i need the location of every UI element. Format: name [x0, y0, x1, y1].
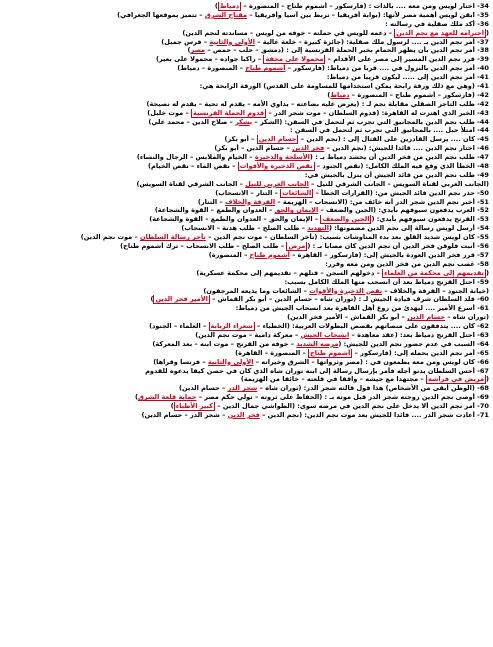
question-line: [4, 260, 489, 269]
question-text-end: – أبو بكر القماش – الأمير فخر الدين): [287, 313, 408, 322]
question-text: غضب نجم الدين من فخر الدين ومن معه وقرر:: [325, 259, 475, 268]
question-text-end: – معركة دامية – موت نجم الدين): [195, 330, 301, 339]
question-line: [4, 349, 489, 358]
question-line: [4, 135, 489, 144]
correct-answer: بشكر: [235, 117, 253, 126]
question-text-end: – التتار – الانسحاب): [215, 188, 281, 197]
question-number: 61-: [477, 304, 489, 313]
correct-answer: أشموم طناح: [245, 64, 286, 73]
question-text: أمر نجم الدين بحمله إلى: (فارسكور –: [352, 348, 475, 357]
question-line: [4, 322, 489, 331]
question-line: [4, 340, 489, 349]
question-line: [4, 91, 489, 100]
correct-answer: محمولا على محفة: [265, 55, 324, 64]
question-text-end: – طلب الصلح – طلب هدنة – الانسحاب): [181, 224, 308, 233]
question-text-end: ): [187, 46, 191, 55]
question-line: [4, 331, 489, 340]
correct-answer: مصر: [190, 46, 206, 55]
question-line: [4, 215, 489, 224]
correct-answer: كبير الأطباء: [175, 402, 213, 411]
question-line: [4, 287, 489, 296]
question-line: [4, 118, 489, 127]
question-number: 37-: [477, 37, 489, 46]
question-line: [4, 38, 489, 47]
question-number: 42-: [477, 90, 489, 99]
question-number: 48-: [477, 162, 489, 171]
question-text: طلب التاجر الصقلي مقابلة نجم لـ : (يعرض عليه بضاعته – يداوي الأمه – يقدم له تحية – يقدم له نصيحة): [146, 99, 475, 108]
question-text: أمر نجم الدين بـ .... لرسول ملك صقلية: (جائزة كبيرة – خلعة غالية –: [254, 37, 475, 46]
question-text: امتلأ جبل .... بالمجانيق التي تجرب ثم لتحمل في السفن :: [289, 126, 475, 135]
question-text: كان لويس ومن معه يطمعون في : (مصر وثرواتها – الشرق وخيراته –: [253, 357, 475, 366]
correct-answer: حسام الدين: [407, 313, 445, 322]
question-text-end: – صلاح الدين – محمد علي): [148, 117, 236, 126]
question-text-end: – خوفه من الفرنج – موت ابنه – بعد المعركة): [152, 339, 297, 348]
question-number: 71-: [477, 410, 489, 419]
question-text: (خيانة الجنود – الفرقة والخلاف –: [382, 286, 489, 295]
question-number: 66-: [477, 357, 489, 366]
question-line: [4, 82, 489, 91]
question-text: قرر نجم الدين المسير إلى مصر على الأقدام –: [325, 55, 475, 64]
question-text-end: ): [214, 2, 218, 10]
question-text: أحس السلطان بدنو أجله فأمر بإرسال رسالة إلى ابنه توران شاه الذي كان في حصن كيفا يدعوه للقدوم: [145, 366, 475, 375]
question-text: الخطأ الذي وقع فيه الملك الكامل: (نقص الجنود –: [314, 162, 475, 171]
question-line: [4, 11, 489, 20]
question-number: 40-: [477, 64, 489, 73]
quiz-page: [4, 2, 489, 643]
question-text-end: – الشائعات وما يذيعه المرجفون): [203, 286, 310, 295]
question-number: 65-: [477, 348, 489, 357]
question-text: الخبر الذي اهتزت له القاهرة: (قدوم السلطان – موت شجر الدر –: [266, 108, 475, 117]
correct-answer: احترامه للعهد مع نجم الدين: [396, 28, 484, 37]
question-text-end: – المنصورة): [208, 250, 250, 259]
question-number: 41-: [477, 73, 489, 82]
question-number: 43-: [477, 108, 489, 117]
question-line: [4, 46, 489, 55]
question-text-end: – العلماء – الجنود): [149, 322, 209, 331]
question-text: أخبر نجم الدين شجر الدر أنه خائف من: (الانسحاب – الهزيمة –: [275, 197, 475, 206]
question-text-end: ): [150, 295, 154, 304]
question-text-end: – الجانب الشرقي لقناة السويس): [136, 179, 246, 188]
question-text: طلب نجم الدين من فخر الدين أن يحشد دمياط بـ : (: [309, 153, 475, 162]
question-text-end: – أبو بكر): [224, 135, 257, 144]
question-text-end: – الإيمان والحق – العدوان والطمع – القوة والشجاعة): [149, 215, 321, 224]
correct-answer: الأسلحة والذخيرة: [254, 153, 310, 162]
question-line: [4, 180, 489, 189]
correct-answer: حسام الدين: [258, 135, 297, 144]
question-text: أكد ملك صقلية في رسالته :: [385, 19, 475, 28]
question-line: [4, 384, 489, 393]
question-text: أمر نجم الدين إلى ..... ليكون قريبا من دمياط:: [326, 73, 475, 82]
question-text: كان لويس شديد القلق بعد بدء المناوشات بسبب: (تأخر السلطان – موت نجم الدين –: [205, 233, 475, 242]
question-text-end: – المنصورة – القاهرة): [235, 348, 309, 357]
correct-answer: حماية قلعة الشرق: [137, 393, 197, 402]
question-line: [4, 206, 489, 215]
question-number: 70-: [477, 402, 489, 411]
question-line: [4, 304, 489, 313]
question-line: [4, 224, 489, 233]
question-text-end: ): [170, 402, 174, 411]
question-text: كان .... يتدفقون على منصاتهم بقصص البطولات العربية: (الخطباء –: [254, 322, 475, 331]
question-line: [4, 269, 489, 278]
correct-answer: نقص الذخيرة والأقوات: [309, 286, 383, 295]
correct-answer: تقديمهم إلى محكمة من العلماء: [384, 268, 484, 277]
question-number: 64-: [477, 339, 489, 348]
question-number: 49-: [477, 170, 489, 179]
question-text-end: – دعمه للويس في حملته – خوفه من لويس – مساندته لنجم الدين): [182, 28, 395, 37]
correct-answer: الإيمان والحق: [274, 206, 319, 215]
question-number: 41-: [477, 82, 489, 91]
question-line: [4, 2, 489, 11]
question-text: قرر فخر الدين العودة بالجيش إلى: (فارسكور – القاهرة –: [289, 250, 475, 259]
question-number: 38-: [477, 46, 489, 55]
question-line: [4, 367, 489, 376]
question-text: أمر نجم الدين بأن يظهر الحمام بخبر الحملة الفرنسية إلى : (دمشق – حلب – حمص –: [205, 46, 475, 55]
question-number: 35-: [477, 10, 489, 19]
question-text: طلب نجم الدين بالمجانيق التي تجرب ثم لتحمل في السفن: (الشكر –: [252, 117, 475, 126]
question-line: [4, 242, 489, 251]
correct-answer: مريض في فراشه: [428, 375, 484, 384]
question-number: 57-: [477, 250, 489, 259]
question-text-end: – نقص الماء – نقص الخيام): [148, 162, 238, 171]
question-text: (الوطن أبقى من الأشخاص) هذا قول قالته شجر الدر: (توران شاه –: [257, 384, 475, 393]
question-line: [4, 100, 489, 109]
question-number: 69-: [477, 393, 489, 402]
question-text-end: – شجر الدر – حسام الدين): [141, 410, 228, 419]
question-line: [4, 402, 489, 411]
question-number: 53-: [477, 215, 489, 224]
question-text-end: – العدوان والطمع – القوة والشجاعة): [154, 206, 275, 215]
question-line: [4, 73, 489, 82]
correct-answer: فخر الدين: [292, 144, 325, 153]
question-number: 55-: [477, 233, 489, 242]
correct-answer: أشموم طناح: [310, 348, 351, 357]
correct-answer: أشموم طناح: [249, 250, 290, 259]
question-number: 63-: [477, 330, 489, 339]
correct-answer: انسحاب الجيش: [300, 330, 350, 339]
question-line: [4, 29, 489, 38]
question-number: 67-: [477, 366, 489, 375]
question-text: أسرع الأمير .... ليهدئ من روع أهل القاهرة بعد انسحاب الجيش من دمياط:: [235, 304, 475, 313]
question-number: 50-: [477, 188, 489, 197]
correct-answer: دمياط: [330, 90, 350, 99]
correct-answer: التهديد: [307, 224, 329, 233]
question-number: 59-: [477, 277, 489, 286]
question-line: [4, 144, 489, 153]
question-text-end: – فرنسا وقراها): [153, 357, 208, 366]
question-text-end: – موت خليل): [147, 108, 191, 117]
question-text-end: – تتميز بموقعها الجغرافي): [117, 10, 205, 19]
question-text: أعادت شجر الدر .... قائدا للجيش بعد موت نجم الدين: (نجم الدين –: [259, 410, 475, 419]
question-text: ابقن لويس أهمية مصر لأنها: (بوابة أفريقيا – تربط بين آسيا وأفريقيا –: [247, 10, 475, 19]
question-text: (فارسكور – أشموم طناح – المنصورة –: [349, 90, 475, 99]
question-line: [4, 171, 489, 180]
correct-answer: شجر الدر: [227, 384, 258, 393]
correct-answer: شعراء الربابة: [210, 322, 253, 331]
correct-answer: الفرقة والخلاف: [224, 197, 276, 206]
question-number: 44-: [477, 126, 489, 135]
question-number: 52-: [477, 206, 489, 215]
correct-answer: الجبن والضعف: [322, 215, 370, 224]
question-number: 39-: [477, 55, 489, 64]
question-number: 68-: [477, 384, 489, 393]
correct-answer: الشائعات: [282, 188, 312, 197]
question-line: [4, 109, 489, 118]
question-number: 62-: [477, 322, 489, 331]
correct-answer: مفتاح الشرق: [204, 10, 248, 19]
correct-answer: الأولى والثانية: [209, 37, 255, 46]
correct-answer: الأمير فخر الدين: [155, 295, 208, 304]
question-text: طلب نجم الدين من قائد الجيش أن ينزل بالجيش في:: [304, 170, 475, 179]
question-text: اختار نجم الدين .... قائدا للجيش: (نجم الدين –: [324, 144, 475, 153]
question-line: [4, 162, 489, 171]
question-text-end: – الخيام والملابس – الرجال والنساء): [136, 153, 255, 162]
question-number: 51-: [477, 197, 489, 206]
question-line: [4, 278, 489, 287]
question-line: [4, 233, 489, 242]
question-line: [4, 126, 489, 135]
question-number: 60-: [477, 295, 489, 304]
question-text: أوصى نجم الدين زوجته شجر الدر قبل موته بـ : (الحفاظ على ثروته – تولي حكم مصر –: [196, 393, 475, 402]
correct-answer: نقص الذخيرة والأقوات: [239, 162, 313, 171]
question-text-end: ): [327, 90, 331, 99]
correct-answer: مرض: [288, 242, 306, 251]
question-text-end: – حسام الدين): [179, 384, 228, 393]
correct-answer: الأولى والثانية: [207, 357, 254, 366]
question-line: [4, 64, 489, 73]
question-line: [4, 20, 489, 29]
question-text: (وهي مع ذلك ورقة رابحة يمكن استخدامها للمساومة على القدس) الورقة الرابحة هي:: [199, 82, 475, 91]
question-text: (: [486, 28, 489, 37]
question-text-end: – حسام الدين – أبو بكر): [214, 144, 293, 153]
question-text: أمر نجم الدين ألا يدخل على نجم الدين في مرضه سوى: (الطواشي جمال الدين –: [215, 402, 475, 411]
correct-answer: دمياط: [219, 2, 240, 10]
question-text: (: [486, 375, 489, 384]
question-text: أرسل لويس رسالة إلى نجم الدين مضمونها: (: [328, 224, 475, 233]
question-number: 46-: [477, 144, 489, 153]
question-number: 45-: [477, 135, 489, 144]
question-text: كان .... يرسل القادرين على القتال إلى : (نجم الدين –: [298, 135, 475, 144]
question-text-end: – التتار): [197, 197, 225, 206]
question-text-end: ): [134, 393, 138, 402]
question-number: 56-: [477, 242, 489, 251]
question-line: [4, 198, 489, 207]
question-text-end: – طلب الصلح – طلب الانسحاب – ترك أشموم طناح): [120, 242, 287, 251]
question-number: 58-: [477, 259, 489, 268]
question-text: احتل الفرنج دمياط بعد أن انسحب منها الملك الكامل بسبب:: [284, 277, 475, 286]
question-text-end: – فرس جميل): [161, 37, 210, 46]
question-line: [4, 153, 489, 162]
correct-answer: مرضه الشديد: [296, 339, 339, 348]
question-text: حذر نجم الدين قائد الجيش من: (القرارات الخطأ –: [313, 188, 475, 197]
question-text: أنبت فلوقن فخر الدين أن نجم الدين كان مصابا بـ : (: [307, 242, 475, 251]
question-number: 36-: [477, 19, 489, 28]
question-line: [4, 313, 489, 322]
question-text: (الجانب الغربي لقناة السويس – الجانب الشرقي للنيل –: [308, 179, 489, 188]
question-text-end: – راكبا جواده – محمولا على بعير): [155, 55, 264, 64]
question-text: العرب يدفعون سيوفهم بأيدي: (الجبن والضعف –: [318, 206, 475, 215]
question-line: [4, 251, 489, 260]
question-number: 34-: [477, 2, 489, 10]
question-number: 54-: [477, 224, 489, 233]
question-line: [4, 358, 489, 367]
question-line: [4, 55, 489, 64]
question-text: (توران شاه –: [444, 313, 489, 322]
question-number: 44-: [477, 117, 489, 126]
correct-answer: قدوم الحملة الفرنسية: [193, 108, 265, 117]
question-text-end: – موت نجم الدين): [80, 233, 141, 242]
question-text: (: [486, 268, 489, 277]
correct-answer: الجانب الغربي للنيل: [245, 179, 309, 188]
question-line: [4, 375, 489, 384]
question-line: [4, 411, 489, 420]
question-line: [4, 295, 489, 304]
question-line: [4, 189, 489, 198]
question-text: الفرنج يدفعون سيوفهم بأيدي: (: [371, 215, 475, 224]
question-line: [4, 393, 489, 402]
correct-answer: تأخر رسالة السلطان: [140, 233, 206, 242]
question-text: السبب في عدم حضور نجم الدين للجيش: (: [338, 339, 475, 348]
question-text: قلد السلطان شرف قيادة الجيش لـ : (توران شاه – حسام الدين – أبو بكر القماش –: [209, 295, 475, 304]
question-text: اختار لويس ومن معه .... بالذات : (فارسكور – أشموم طناح – المنصورة –: [241, 2, 475, 10]
question-text: احتل الفرنج دمياط بعد: (عقد معاهدة –: [349, 330, 475, 339]
question-text-end: – دخولهم السجن – قتلهم – تقديمهم إلى محكمة عسكرية): [196, 268, 383, 277]
question-text-end: – المنصورة – دمياط): [177, 64, 246, 73]
question-text: أمر نجم الدين بالنزول في .... قربا من دمياط: (فارسكور –: [285, 64, 475, 73]
correct-answer: فخر الدين: [227, 410, 260, 419]
question-text-end: – مجتهدا مع جيشه – واقفا في قلعته – خائفا من الهزيمة): [240, 375, 426, 384]
question-number: 47-: [477, 153, 489, 162]
question-number: 42-: [477, 99, 489, 108]
